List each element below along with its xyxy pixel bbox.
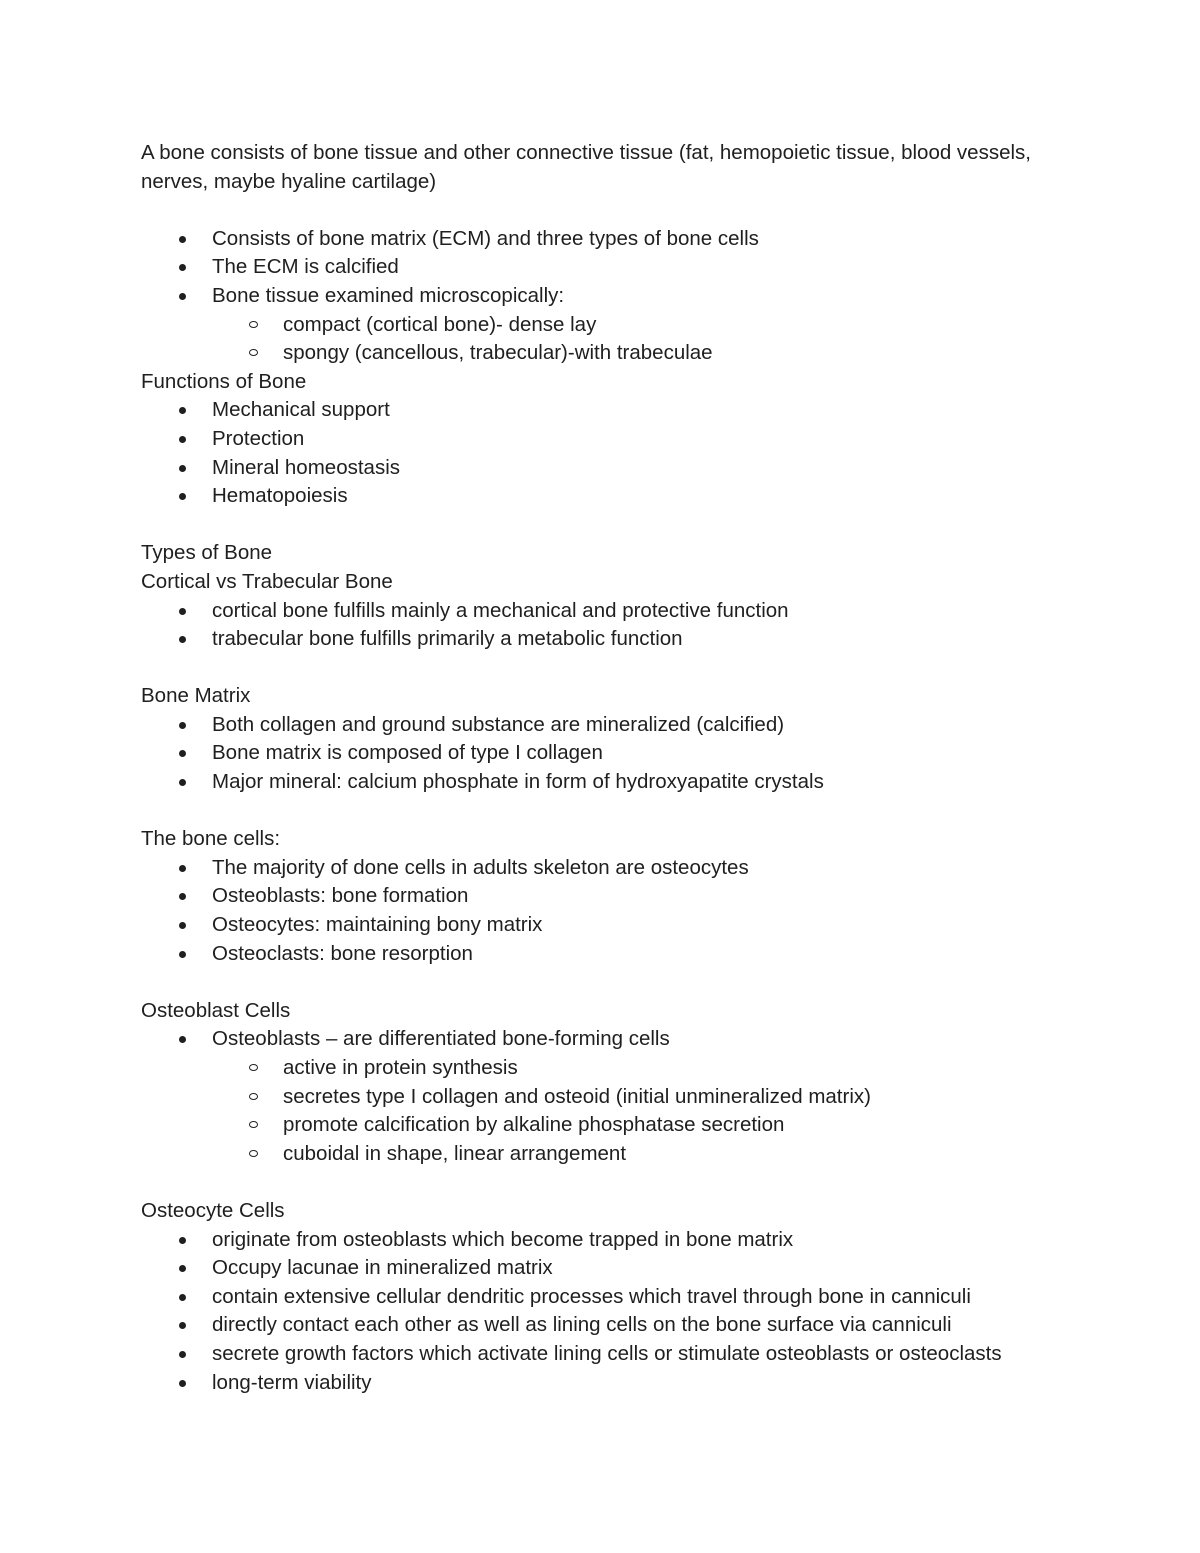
list-item-text: originate from osteoblasts which become trapped in bone matrix: [212, 1227, 794, 1251]
list-item-text: secrete growth factors which activate lining cells or stimulate osteoblasts or osteoclasts: [212, 1341, 1002, 1365]
list-item: [141, 225, 1061, 254]
hollow-bullet-icon: [249, 1064, 258, 1071]
list-item: [141, 768, 1061, 797]
bullet-icon: [179, 1322, 186, 1329]
bullet-icon: [179, 236, 186, 243]
bullet-icon: [179, 893, 186, 900]
list-item: [141, 940, 1061, 969]
list-item-text: secretes type I collagen and osteoid (initial unmineralized matrix): [283, 1084, 871, 1108]
hollow-bullet-icon: [249, 1093, 258, 1100]
blank-line: [141, 511, 1061, 540]
list-item-text: Protection: [212, 426, 305, 450]
list-item-text: Hematopoiesis: [212, 484, 348, 508]
sub-list-item: [141, 1111, 1061, 1140]
hollow-bullet-icon: [249, 349, 258, 356]
bullet-icon: [179, 722, 186, 729]
bullet-icon: [179, 1294, 186, 1301]
list-item-text: trabecular bone fulfills primarily a metabolic function: [212, 627, 683, 651]
section-heading: Cortical vs Trabecular Bone: [141, 569, 393, 593]
list-item-text: Major mineral: calcium phosphate in form of hydroxyapatite crystals: [212, 770, 824, 794]
list-item: [141, 1025, 1061, 1054]
sub-list-item: [141, 339, 1061, 368]
list-item: [141, 911, 1061, 940]
list-item: [141, 854, 1061, 883]
list-item: [141, 454, 1061, 483]
sub-list-item: [141, 1140, 1061, 1169]
list-item-text: cuboidal in shape, linear arrangement: [283, 1141, 627, 1165]
list-item: [141, 1254, 1061, 1283]
bullet-icon: [179, 779, 186, 786]
bullet-icon: [179, 264, 186, 271]
list-item: [141, 396, 1061, 425]
list-item: [141, 711, 1061, 740]
hollow-bullet-icon: [249, 321, 258, 328]
bullet-icon: [179, 951, 186, 958]
bullet-icon: [179, 750, 186, 757]
list-item-text: Mechanical support: [212, 398, 390, 422]
hollow-bullet-icon: [249, 1150, 258, 1157]
bullet-icon: [179, 1036, 186, 1043]
sub-list-item: [141, 1054, 1061, 1083]
list-item-text: active in protein synthesis: [283, 1056, 518, 1079]
list-item: [141, 282, 1061, 311]
list-item-text: Occupy lacunae in mineralized matrix: [212, 1256, 553, 1280]
list-item: [141, 1311, 1061, 1340]
section-heading: The bone cells:: [141, 827, 281, 851]
bullet-icon: [179, 436, 186, 443]
blank-line: [141, 968, 1061, 997]
list-item: [141, 1340, 1061, 1369]
bullet-icon: [179, 1351, 186, 1358]
section-heading: Functions of Bone: [141, 369, 307, 393]
bullet-icon: [179, 465, 186, 472]
bullet-icon: [179, 493, 186, 500]
list-item: [141, 882, 1061, 911]
list-item-text: The ECM is calcified: [212, 255, 399, 279]
document-body: [141, 139, 1061, 1397]
list-item: [141, 739, 1061, 768]
bullet-icon: [179, 407, 186, 414]
section-heading: Osteoblast Cells: [141, 998, 291, 1022]
bullet-icon: [179, 865, 186, 872]
list-item-text: long-term viability: [212, 1370, 372, 1394]
list-item-text: The majority of done cells in adults skeleton are osteocytes: [212, 855, 749, 879]
list-item-text: Osteoclasts: bone resorption: [212, 941, 473, 965]
sub-list-item: [141, 1083, 1061, 1112]
bullet-icon: [179, 1265, 186, 1272]
list-item-text: Both collagen and ground substance are mineralized (calcified): [212, 712, 785, 736]
blank-line: [141, 196, 1061, 225]
list-item-text: directly contact each other as well as lining cells on the bone surface via canniculi: [212, 1313, 952, 1337]
section-heading: Types of Bone: [141, 541, 273, 565]
blank-line: [141, 797, 1061, 826]
bullet-icon: [179, 608, 186, 615]
list-item-text: Osteocytes: maintaining bony matrix: [212, 913, 543, 937]
list-item-text: Osteoblasts: bone formation: [212, 884, 469, 908]
section-heading: Osteocyte Cells: [141, 1198, 285, 1222]
section-heading: Bone Matrix: [141, 684, 251, 708]
list-item-text: Consists of bone matrix (ECM) and three types of bone cells: [212, 226, 759, 250]
list-item-text: compact (cortical bone)- dense lay: [283, 312, 597, 336]
list-item: [141, 425, 1061, 454]
sub-list-item: [141, 311, 1061, 340]
list-item: [141, 1226, 1061, 1255]
list-item-text: contain extensive cellular dendritic processes which travel through bone in canniculi: [212, 1284, 971, 1308]
list-item-text: cortical bone fulfills mainly a mechanical and protective function: [212, 598, 789, 622]
bullet-icon: [179, 922, 186, 929]
intro-paragraph: A bone consists of bone tissue and other connective tissue (fat, hemopoietic tissue, blood vessels, nerves, maybe hyaline cartilage): [141, 141, 1031, 193]
list-item-text: Osteoblasts – are differentiated bone-forming cells: [212, 1027, 670, 1051]
list-item-text: Mineral homeostasis: [212, 455, 400, 479]
list-item: [141, 1283, 1061, 1312]
hollow-bullet-icon: [249, 1121, 258, 1128]
list-item: [141, 597, 1061, 626]
list-item-text: spongy (cancellous, trabecular)-with trabeculae: [283, 341, 713, 365]
bullet-icon: [179, 1380, 186, 1387]
list-item-text: Bone matrix is composed of type I collagen: [212, 741, 603, 765]
list-item: [141, 253, 1061, 282]
list-item-text: Bone tissue examined microscopically:: [212, 283, 565, 307]
list-item-text: promote calcification by alkaline phosphatase secretion: [283, 1113, 785, 1137]
bullet-icon: [179, 1237, 186, 1244]
bullet-icon: [179, 293, 186, 300]
list-item: [141, 625, 1061, 654]
blank-line: [141, 654, 1061, 683]
list-item: [141, 482, 1061, 511]
blank-line: [141, 1168, 1061, 1197]
list-item: [141, 1369, 1061, 1398]
bullet-icon: [179, 636, 186, 643]
content-blocks: [141, 196, 1061, 1397]
